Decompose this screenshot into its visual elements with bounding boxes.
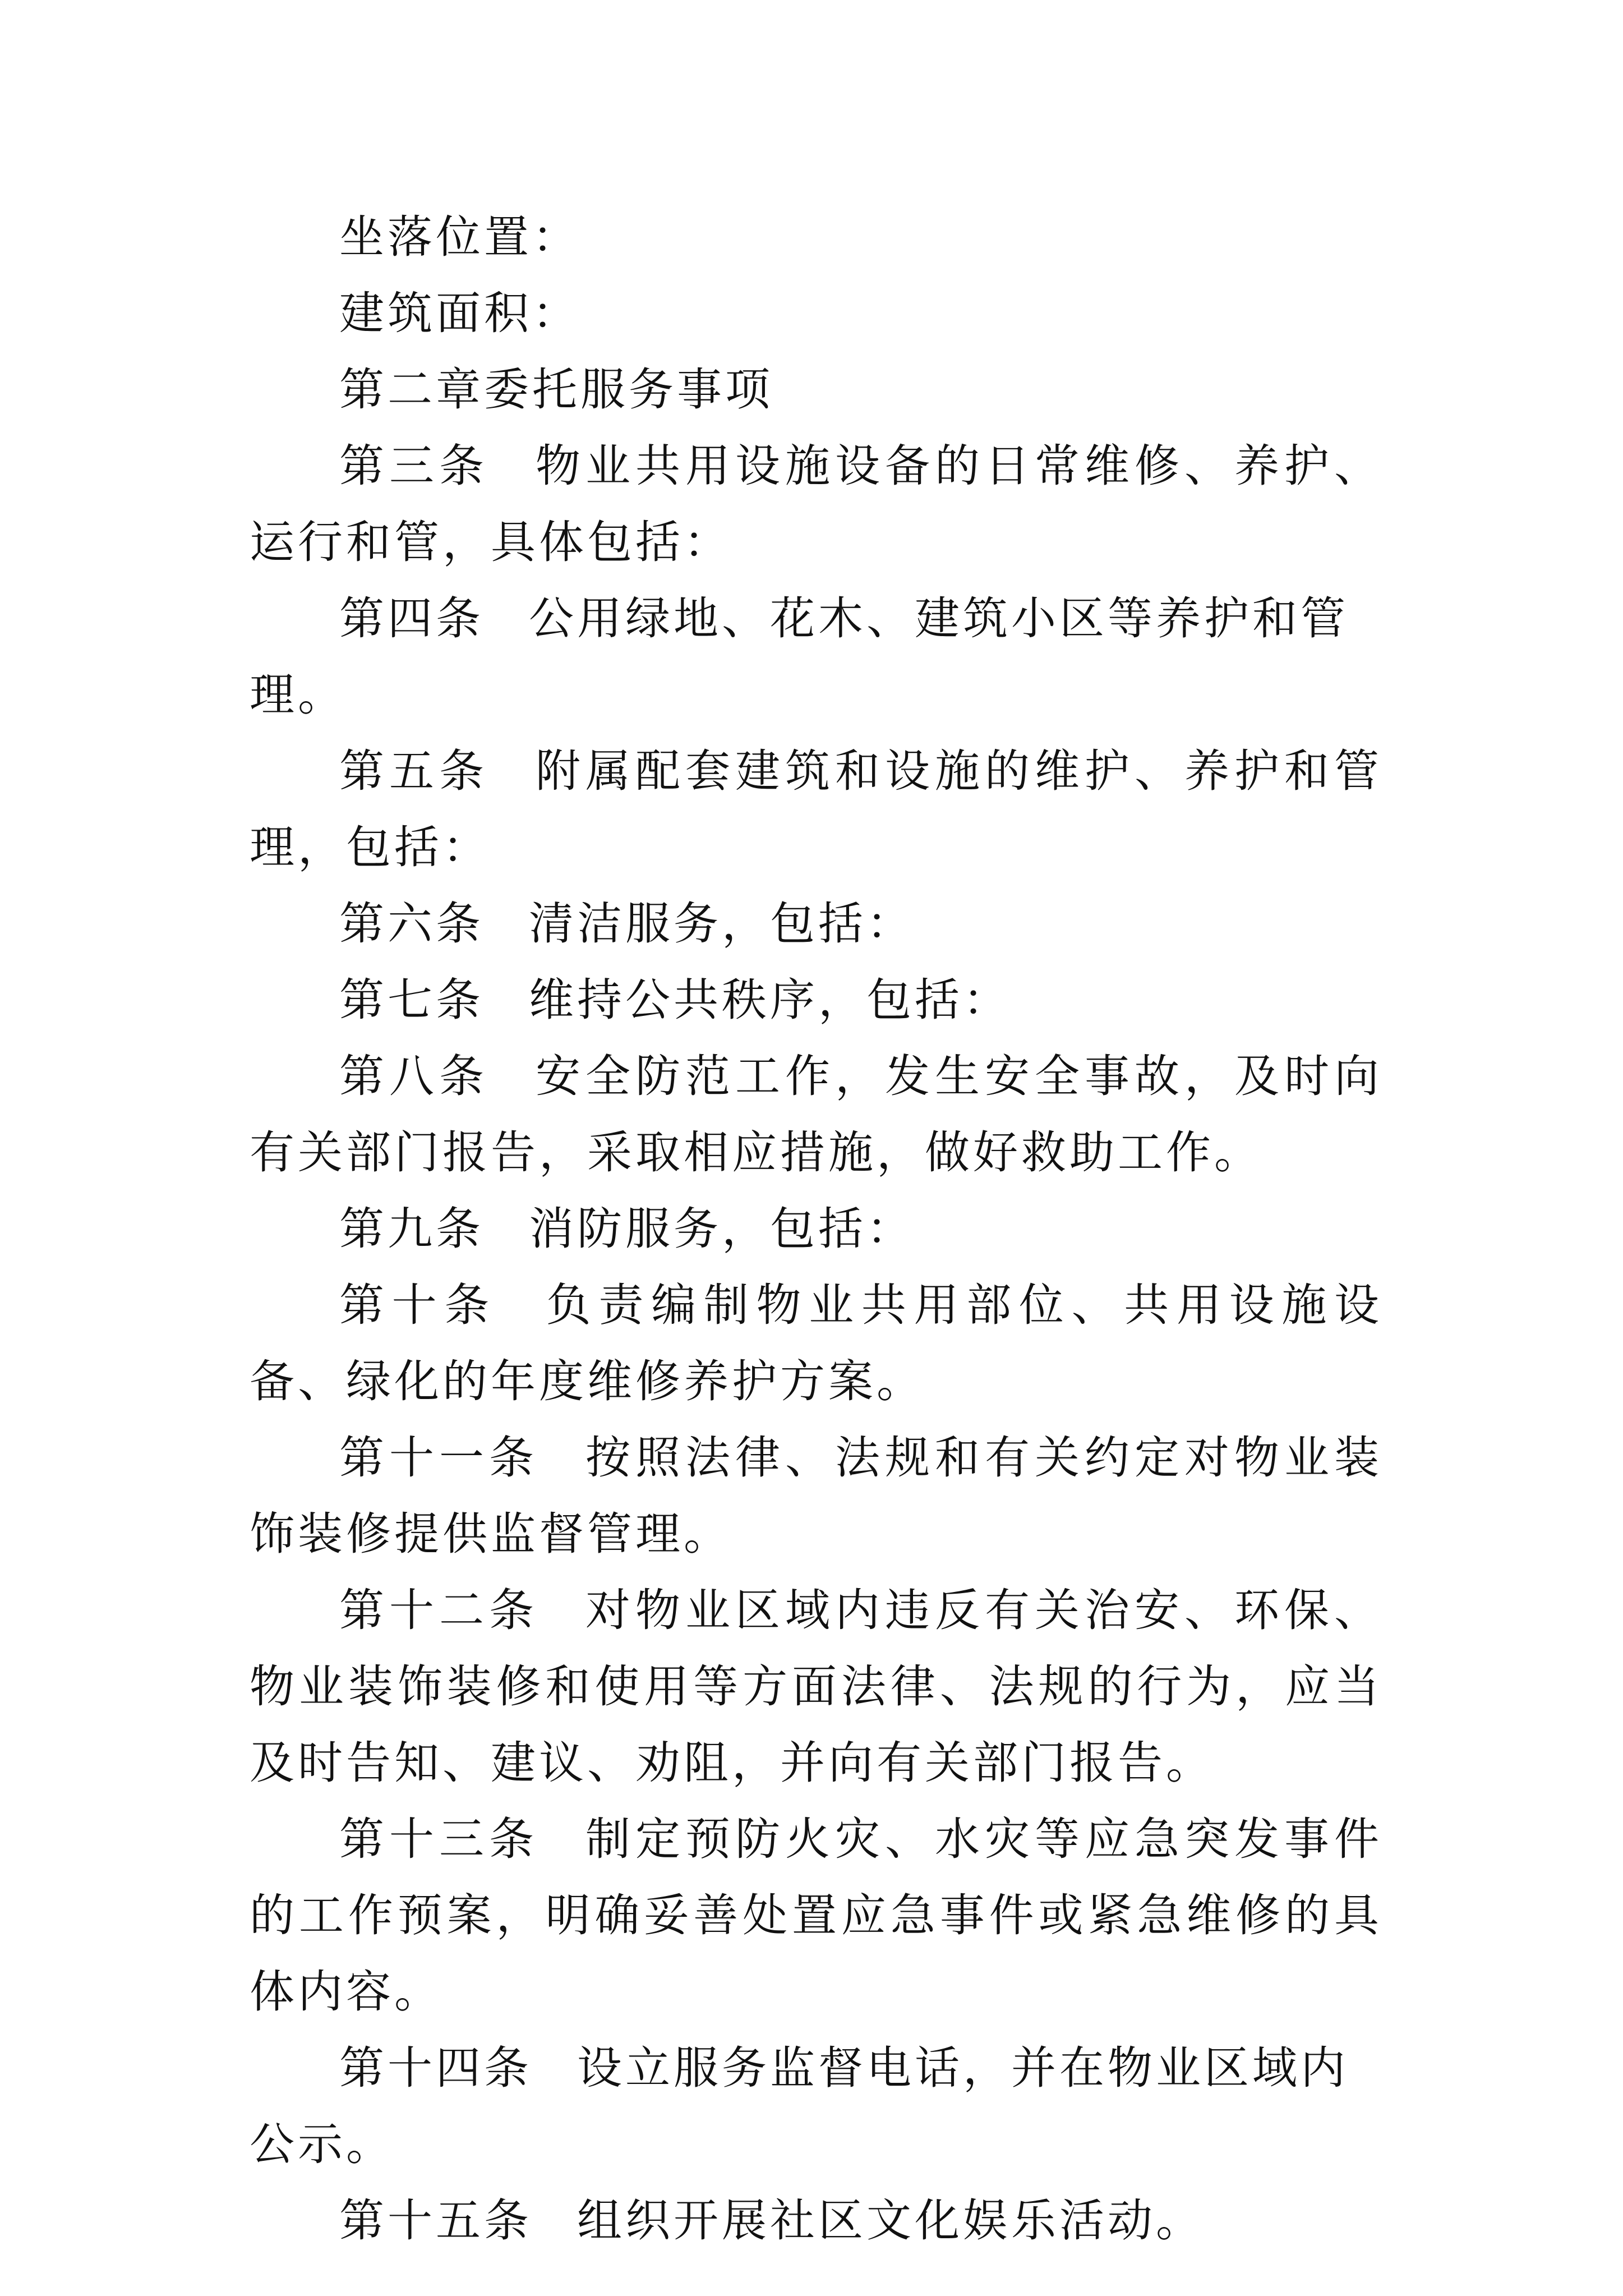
article-text: 对物业区域内违反有关治安、环保、物业装饰装修和使用等方面法律、法规的行为，应当及时告知、建议、劝阻，并向有关部门报告。 [250,1584,1382,1789]
article-text: 消防服务，包括： [529,1203,915,1255]
article-text: 设立服务监督电话，并在物业区域内公示。 [250,2042,1349,2170]
article-number: 第九条 [339,1203,484,1255]
article-3 [250,428,1382,581]
article-text: 物业共用设施设备的日常维修、养护、运行和管，具体包括： [250,440,1382,568]
article-text: 附属配套建筑和设施的维护、养护和管理，包括： [250,745,1382,873]
article-text: 制定预防火灾、水灾等应急突发事件的工作预案，明确妥善处置应急事件或紧急维修的具体内容。 [250,1813,1382,2018]
article-13 [250,1801,1382,2030]
article-number: 第十条 [339,1279,497,1331]
article-11 [250,1420,1382,1572]
article-text: 公用绿地、花木、建筑小区等养护和管理。 [250,592,1349,721]
article-number: 第七条 [339,974,484,1026]
article-number: 第十四条 [339,2042,532,2094]
paragraph-location [250,199,1382,275]
article-10 [250,1267,1382,1420]
article-number: 第十一条 [339,1432,539,1484]
article-6 [250,886,1382,962]
article-8 [250,1038,1382,1191]
article-number: 第十二条 [339,1584,539,1636]
article-5 [250,733,1382,886]
paragraph-area [250,275,1382,352]
article-15 [250,2183,1382,2259]
article-number: 第六条 [339,898,484,950]
chapter-title: 第二章委托服务事项 [339,364,773,416]
article-number: 第五条 [339,745,489,797]
article-text: 按照法律、法规和有关约定对物业装饰装修提供监督管理。 [250,1432,1382,1560]
article-9 [250,1191,1382,1267]
article-number: 第八条 [339,1050,489,1102]
article-text: 组织开展社区文化娱乐活动。 [577,2194,1204,2247]
article-text: 维持公共秩序，包括： [529,974,1011,1026]
article-12 [250,1572,1382,1801]
paragraph-text: 坐落位置： [339,211,580,263]
article-14 [250,2030,1382,2183]
chapter-heading [250,352,1382,428]
document-body [250,199,1382,2259]
article-number: 第四条 [339,592,484,645]
article-7 [250,962,1382,1038]
article-text: 安全防范工作，发生安全事故，及时向有关部门报告，采取相应措施，做好救助工作。 [250,1050,1382,1179]
article-number: 第三条 [339,440,489,492]
article-number: 第十五条 [339,2194,532,2247]
article-4 [250,581,1382,733]
paragraph-text: 建筑面积： [339,287,580,339]
article-text: 清洁服务，包括： [529,898,915,950]
article-number: 第十三条 [339,1813,539,1865]
article-text: 负责编制物业共用部位、共用设施设备、绿化的年度维修养护方案。 [250,1279,1383,1407]
